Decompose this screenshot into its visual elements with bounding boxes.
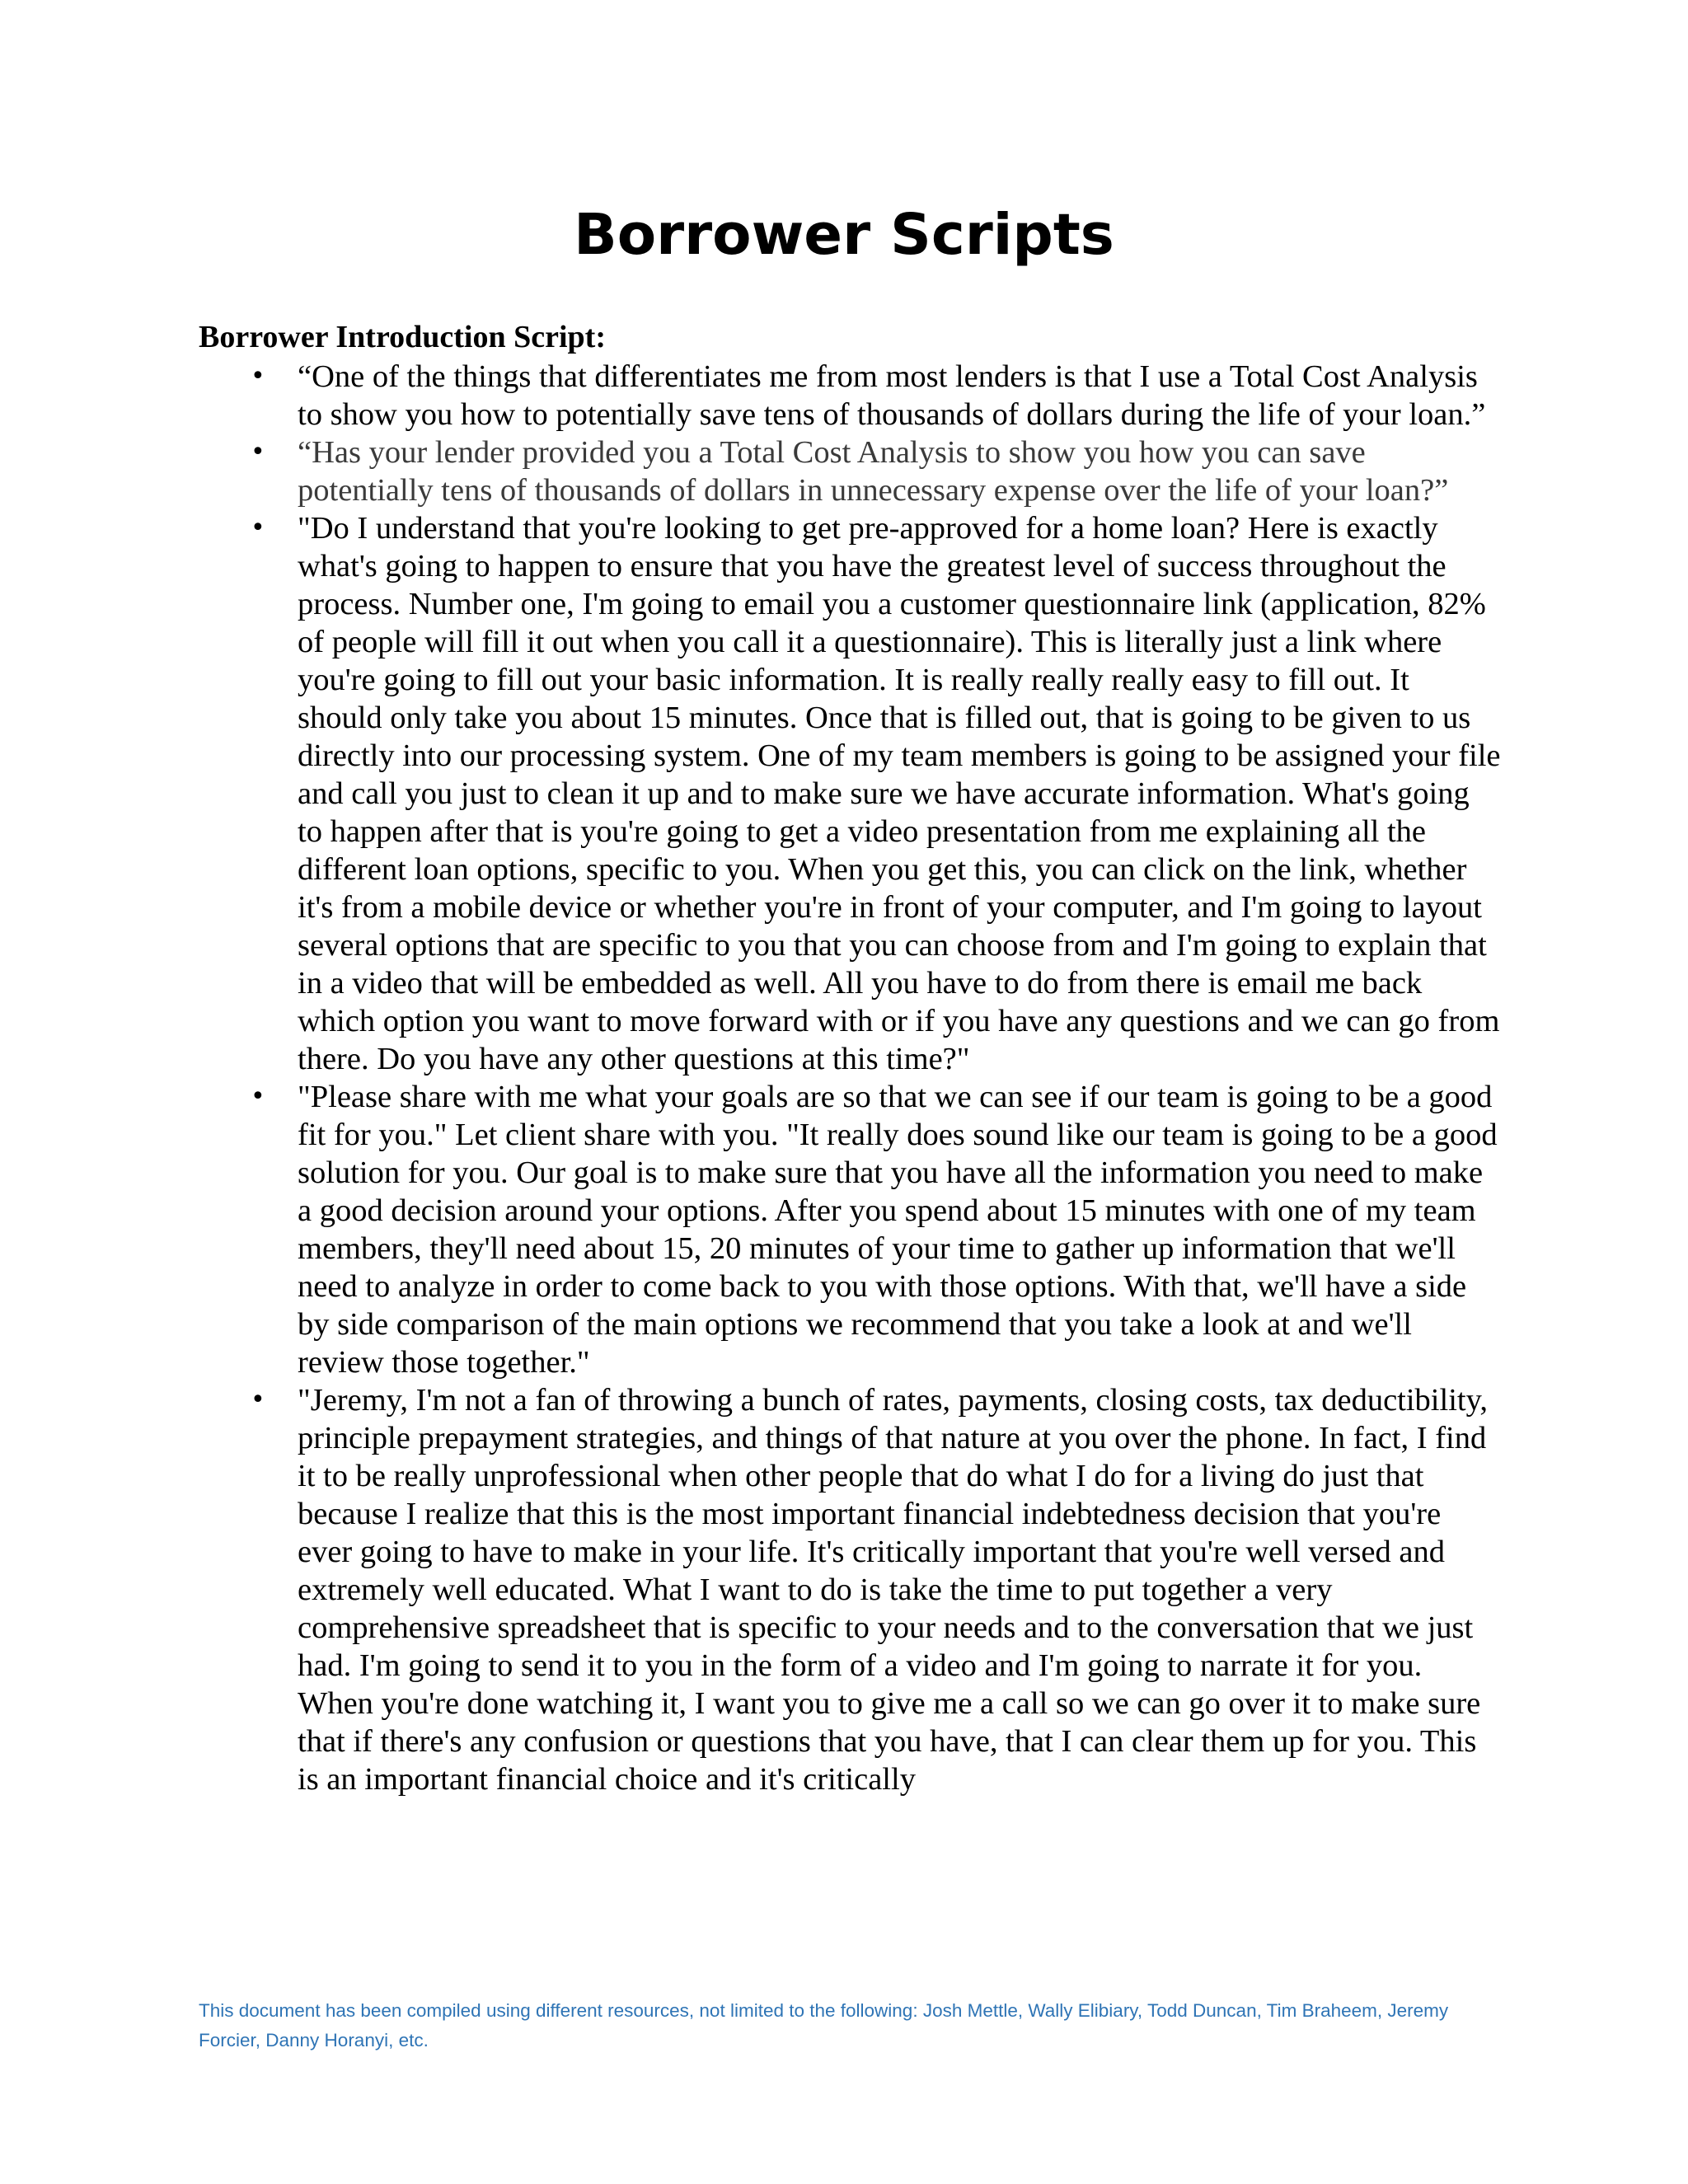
- script-item-4: [199, 1078, 1501, 1381]
- script-item-5: [199, 1381, 1501, 1798]
- bullet-icon: •: [251, 1385, 265, 1414]
- bullet-icon: •: [251, 1082, 265, 1111]
- script-text: "Do I understand that you're looking to get pre-approved for a home loan? Here is exactly what's going to happen to ensure that you have the greatest level of success throughout the process. Number one, I'm going to email you a customer questionnaire link (application, 82% of people will fill it out when you call it a questionnaire). This is literally just a link where you're going to fill out your basic information. It is really really really easy to fill out. It should only take you about 15 minutes. Once that is filled out, that is going to be given to us directly into our processing system. One of my team members is going to be assigned your file and call you just to clean it up and to make sure we have accurate information. What's going to happen after that is you're going to get a video presentation from me explaining all the different loan options, specific to you. When you get this, you can click on the link, whether it's from a mobile device or whether you're in front of your computer, and I'm going to layout several options that are specific to you that you can choose from and I'm going to explain that in a video that will be embedded as well. All you have to do from there is email me back which option you want to move forward with or if you have any questions and we can go from there. Do you have any other questions at this time?": [298, 511, 1501, 1076]
- script-item-1: [199, 358, 1501, 434]
- script-list: [199, 358, 1501, 1798]
- page-title: Borrower Scripts: [574, 202, 1114, 268]
- section-heading: Borrower Introduction Script:: [199, 320, 606, 354]
- bullet-icon: •: [251, 362, 265, 391]
- script-text: "Jeremy, I'm not a fan of throwing a bunch of rates, payments, closing costs, tax deductibility, principle prepayment strategies, and things of that nature at you over the phone. In fact, I find it to be really unprofessional when other people that do what I do for a living do just that because I realize that this is the most important financial indebtedness decision that you're ever going to have to make in your life. It's critically important that you're well versed and extremely well educated. What I want to do is take the time to put together a very comprehensive spreadsheet that is specific to your needs and to the conversation that we just had. I'm going to send it to you in the form of a video and I'm going to narrate it for you. When you're done watching it, I want you to give me a call so we can go over it to make sure that if there's any confusion or questions that you have, that I can clear them up for you. This is an important financial choice and it's critically: [298, 1383, 1488, 1797]
- bullet-icon: •: [251, 438, 265, 466]
- bullet-icon: •: [251, 513, 265, 542]
- script-text: "Please share with me what your goals are so that we can see if our team is going to be a good fit for you." Let client share with you. "It really does sound like our team is going to be a good solution for you. Our goal is to make sure that you have all the information you need to make a good decision around your options. After you spend about 15 minutes with one of my team members, they'll need about 15, 20 minutes of your time to gather up information that we'll need to analyze in order to come back to you with those options. With that, we'll have a side by side comparison of the main options we recommend that you take a look at and we'll review those together.": [298, 1080, 1498, 1380]
- script-item-2: [199, 434, 1501, 509]
- script-text: “One of the things that differentiates me from most lenders is that I use a Total Cost Analysis to show you how to potentially save tens of thousands of dollars during the life of your loan.”: [298, 359, 1486, 432]
- script-text: “Has your lender provided you a Total Cost Analysis to show you how you can save potentially tens of thousands of dollars in unnecessary expense over the life of your loan?”: [298, 435, 1449, 508]
- script-item-3: [199, 509, 1501, 1078]
- footer-note: This document has been compiled using different resources, not limited to the following: Josh Mettle, Wally Elibiary, Todd Duncan, Tim Braheem, Jeremy Forcier, Danny Horanyi, etc.: [199, 2000, 1449, 2050]
